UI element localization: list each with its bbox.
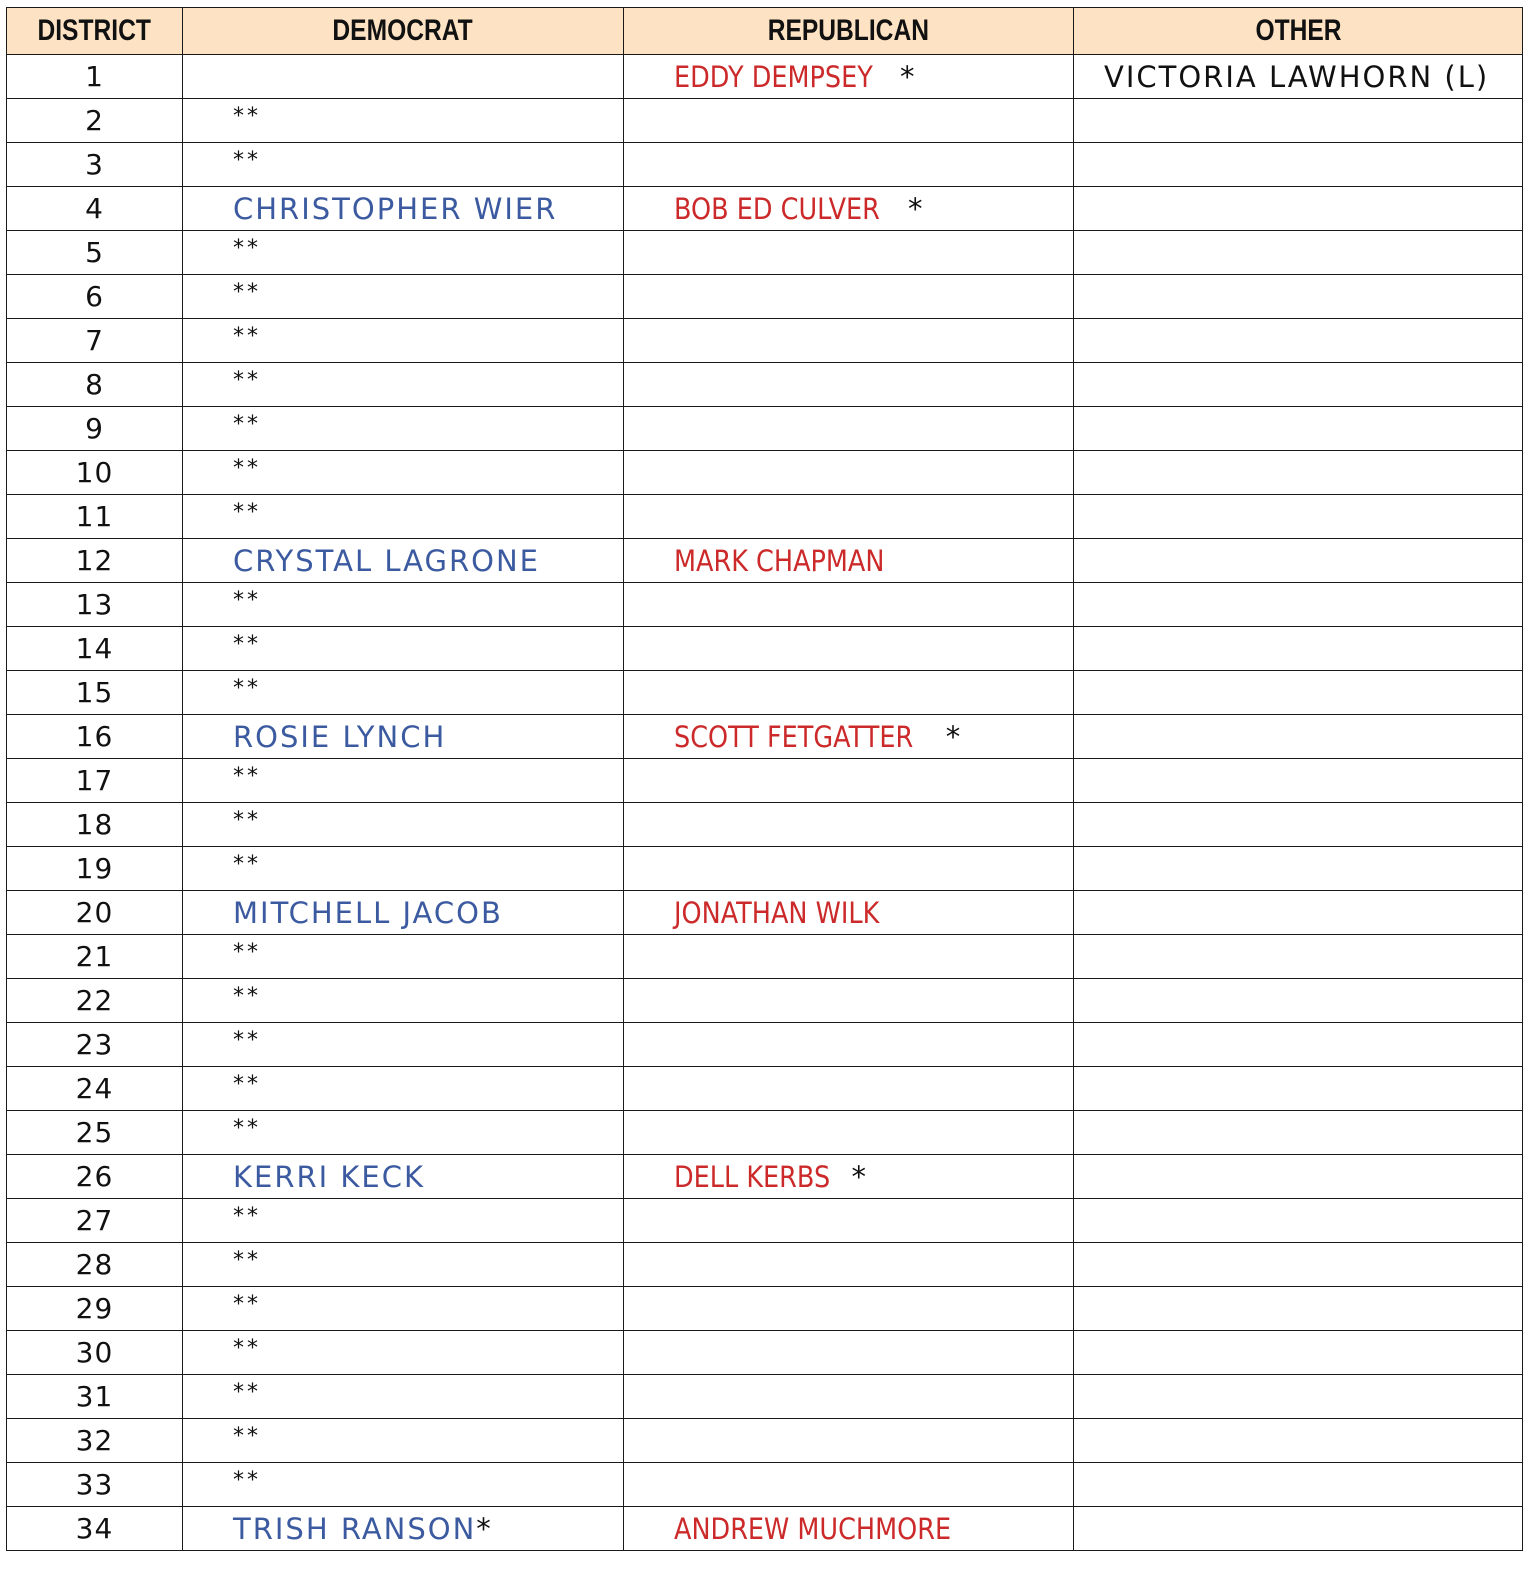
district-cell: 6 bbox=[7, 275, 183, 319]
table-row bbox=[7, 1419, 1523, 1463]
header-other: OTHER bbox=[1074, 8, 1523, 55]
democrat-name: CRYSTAL LAGRONE bbox=[233, 543, 540, 578]
table-row bbox=[7, 187, 1523, 231]
republican-cell bbox=[624, 275, 1074, 319]
other-cell bbox=[1074, 759, 1523, 803]
district-cell: 23 bbox=[7, 1023, 183, 1067]
table-row bbox=[7, 1199, 1523, 1243]
district-cell: 10 bbox=[7, 451, 183, 495]
democrat-name: CHRISTOPHER WIER bbox=[233, 191, 558, 226]
table-row bbox=[7, 1287, 1523, 1331]
table-row bbox=[7, 935, 1523, 979]
table-row bbox=[7, 671, 1523, 715]
republican-cell bbox=[624, 231, 1074, 275]
candidates-table bbox=[6, 7, 1523, 1551]
table-row bbox=[7, 319, 1523, 363]
other-cell bbox=[1074, 319, 1523, 363]
republican-name: SCOTT FETGATTER bbox=[674, 719, 914, 754]
democrat-cell bbox=[183, 363, 624, 407]
district-cell: 20 bbox=[7, 891, 183, 935]
other-cell bbox=[1074, 1155, 1523, 1199]
republican-cell bbox=[624, 187, 1074, 231]
republican-cell bbox=[624, 935, 1074, 979]
table-row bbox=[7, 275, 1523, 319]
democrat-cell bbox=[183, 803, 624, 847]
republican-cell bbox=[624, 539, 1074, 583]
democrat-mark: ** bbox=[233, 983, 261, 1009]
other-cell bbox=[1074, 671, 1523, 715]
republican-cell bbox=[624, 495, 1074, 539]
other-cell bbox=[1074, 847, 1523, 891]
republican-cell bbox=[624, 143, 1074, 187]
district-cell: 21 bbox=[7, 935, 183, 979]
republican-cell bbox=[624, 1067, 1074, 1111]
democrat-mark: ** bbox=[233, 499, 261, 525]
republican-cell bbox=[624, 847, 1074, 891]
district-cell: 33 bbox=[7, 1463, 183, 1507]
republican-cell bbox=[624, 671, 1074, 715]
democrat-cell bbox=[183, 539, 624, 583]
table-row bbox=[7, 803, 1523, 847]
district-cell: 13 bbox=[7, 583, 183, 627]
democrat-cell bbox=[183, 187, 624, 231]
democrat-cell bbox=[183, 715, 624, 759]
republican-name: EDDY DEMPSEY bbox=[674, 59, 873, 94]
republican-cell bbox=[624, 407, 1074, 451]
district-cell: 24 bbox=[7, 1067, 183, 1111]
table-row bbox=[7, 891, 1523, 935]
democrat-cell bbox=[183, 1375, 624, 1419]
district-cell: 29 bbox=[7, 1287, 183, 1331]
republican-cell bbox=[624, 1287, 1074, 1331]
table-row bbox=[7, 1067, 1523, 1111]
democrat-mark: ** bbox=[233, 279, 261, 305]
republican-cell bbox=[624, 319, 1074, 363]
table-row bbox=[7, 451, 1523, 495]
democrat-cell bbox=[183, 1067, 624, 1111]
other-cell: VICTORIA LAWHORN (L) bbox=[1074, 55, 1523, 99]
other-cell bbox=[1074, 1199, 1523, 1243]
district-cell: 34 bbox=[7, 1507, 183, 1551]
democrat-cell bbox=[183, 1463, 624, 1507]
democrat-name: MITCHELL JACOB bbox=[233, 895, 503, 930]
democrat-cell bbox=[183, 627, 624, 671]
democrat-cell bbox=[183, 319, 624, 363]
republican-cell bbox=[624, 1507, 1074, 1551]
democrat-cell bbox=[183, 891, 624, 935]
district-cell: 1 bbox=[7, 55, 183, 99]
democrat-mark: ** bbox=[233, 1203, 261, 1229]
table-row bbox=[7, 539, 1523, 583]
other-cell bbox=[1074, 363, 1523, 407]
district-cell: 3 bbox=[7, 143, 183, 187]
other-cell bbox=[1074, 979, 1523, 1023]
district-cell: 26 bbox=[7, 1155, 183, 1199]
republican-cell bbox=[624, 891, 1074, 935]
democrat-cell bbox=[183, 1155, 624, 1199]
republican-cell bbox=[624, 1463, 1074, 1507]
district-cell: 31 bbox=[7, 1375, 183, 1419]
republican-cell bbox=[624, 451, 1074, 495]
democrat-cell bbox=[183, 1243, 624, 1287]
democrat-mark: ** bbox=[233, 1335, 261, 1361]
table-row bbox=[7, 1243, 1523, 1287]
other-cell bbox=[1074, 1419, 1523, 1463]
other-cell bbox=[1074, 187, 1523, 231]
republican-cell bbox=[624, 1243, 1074, 1287]
other-cell bbox=[1074, 1067, 1523, 1111]
democrat-mark: ** bbox=[233, 323, 261, 349]
democrat-mark: ** bbox=[233, 763, 261, 789]
democrat-cell bbox=[183, 671, 624, 715]
table-row bbox=[7, 495, 1523, 539]
republican-name: JONATHAN WILK bbox=[674, 895, 880, 930]
democrat-name: TRISH RANSON bbox=[233, 1511, 477, 1546]
democrat-mark: ** bbox=[233, 411, 261, 437]
other-cell bbox=[1074, 407, 1523, 451]
republican-cell bbox=[624, 1111, 1074, 1155]
republican-cell bbox=[624, 1375, 1074, 1419]
democrat-mark: ** bbox=[233, 851, 261, 877]
democrat-cell bbox=[183, 55, 624, 99]
democrat-cell bbox=[183, 231, 624, 275]
democrat-cell bbox=[183, 979, 624, 1023]
district-cell: 4 bbox=[7, 187, 183, 231]
other-cell bbox=[1074, 1243, 1523, 1287]
table-row bbox=[7, 1463, 1523, 1507]
district-cell: 15 bbox=[7, 671, 183, 715]
democrat-mark: ** bbox=[233, 587, 261, 613]
other-cell bbox=[1074, 99, 1523, 143]
democrat-cell bbox=[183, 583, 624, 627]
district-cell: 8 bbox=[7, 363, 183, 407]
district-cell: 25 bbox=[7, 1111, 183, 1155]
table-row bbox=[7, 759, 1523, 803]
table-row bbox=[7, 55, 1523, 99]
republican-name: BOB ED CULVER bbox=[674, 191, 880, 226]
header-republican: REPUBLICAN bbox=[624, 8, 1074, 55]
table-row bbox=[7, 143, 1523, 187]
other-cell bbox=[1074, 1375, 1523, 1419]
other-cell bbox=[1074, 891, 1523, 935]
democrat-cell bbox=[183, 759, 624, 803]
republican-cell bbox=[624, 55, 1074, 99]
district-cell: 9 bbox=[7, 407, 183, 451]
democrat-mark: ** bbox=[233, 147, 261, 173]
democrat-cell bbox=[183, 451, 624, 495]
district-cell: 2 bbox=[7, 99, 183, 143]
democrat-mark: ** bbox=[233, 631, 261, 657]
republican-cell bbox=[624, 759, 1074, 803]
democrat-mark: ** bbox=[233, 367, 261, 393]
other-cell bbox=[1074, 803, 1523, 847]
table-row bbox=[7, 715, 1523, 759]
table-row bbox=[7, 1375, 1523, 1419]
table-row bbox=[7, 979, 1523, 1023]
district-cell: 17 bbox=[7, 759, 183, 803]
district-cell: 5 bbox=[7, 231, 183, 275]
democrat-name: ROSIE LYNCH bbox=[233, 719, 447, 754]
democrat-mark: ** bbox=[233, 1423, 261, 1449]
democrat-cell bbox=[183, 407, 624, 451]
democrat-cell bbox=[183, 1331, 624, 1375]
other-cell bbox=[1074, 451, 1523, 495]
democrat-cell bbox=[183, 275, 624, 319]
democrat-mark: ** bbox=[233, 103, 261, 129]
republican-name: ANDREW MUCHMORE bbox=[674, 1511, 952, 1546]
democrat-mark: ** bbox=[233, 455, 261, 481]
table-row bbox=[7, 583, 1523, 627]
table-row bbox=[7, 407, 1523, 451]
republican-mark: * bbox=[851, 1159, 866, 1194]
democrat-mark: ** bbox=[233, 1379, 261, 1405]
header-district: DISTRICT bbox=[7, 8, 183, 55]
democrat-cell bbox=[183, 143, 624, 187]
republican-cell bbox=[624, 1023, 1074, 1067]
republican-name: DELL KERBS bbox=[674, 1159, 831, 1194]
democrat-mark: * bbox=[476, 1511, 493, 1546]
table-row bbox=[7, 231, 1523, 275]
other-cell bbox=[1074, 1287, 1523, 1331]
democrat-cell bbox=[183, 935, 624, 979]
district-cell: 32 bbox=[7, 1419, 183, 1463]
other-cell bbox=[1074, 495, 1523, 539]
other-cell bbox=[1074, 935, 1523, 979]
table-row bbox=[7, 1507, 1523, 1551]
democrat-mark: ** bbox=[233, 1247, 261, 1273]
other-cell bbox=[1074, 1331, 1523, 1375]
democrat-cell bbox=[183, 1287, 624, 1331]
district-cell: 12 bbox=[7, 539, 183, 583]
table-row bbox=[7, 1023, 1523, 1067]
other-cell bbox=[1074, 1463, 1523, 1507]
democrat-mark: ** bbox=[233, 675, 261, 701]
table-row bbox=[7, 99, 1523, 143]
republican-cell bbox=[624, 715, 1074, 759]
democrat-cell bbox=[183, 847, 624, 891]
republican-cell bbox=[624, 627, 1074, 671]
republican-cell bbox=[624, 583, 1074, 627]
democrat-cell bbox=[183, 495, 624, 539]
democrat-cell bbox=[183, 1023, 624, 1067]
democrat-mark: ** bbox=[233, 1027, 261, 1053]
democrat-mark: ** bbox=[233, 1071, 261, 1097]
district-cell: 22 bbox=[7, 979, 183, 1023]
table-row bbox=[7, 1331, 1523, 1375]
table-row bbox=[7, 363, 1523, 407]
democrat-cell bbox=[183, 1419, 624, 1463]
district-cell: 11 bbox=[7, 495, 183, 539]
other-cell bbox=[1074, 143, 1523, 187]
democrat-name: KERRI KECK bbox=[233, 1159, 426, 1194]
other-cell bbox=[1074, 583, 1523, 627]
header-row bbox=[7, 8, 1523, 55]
district-cell: 18 bbox=[7, 803, 183, 847]
other-cell bbox=[1074, 1111, 1523, 1155]
republican-mark: * bbox=[907, 191, 923, 226]
democrat-cell bbox=[183, 1199, 624, 1243]
other-cell bbox=[1074, 1023, 1523, 1067]
table-row bbox=[7, 1155, 1523, 1199]
republican-cell bbox=[624, 363, 1074, 407]
district-cell: 7 bbox=[7, 319, 183, 363]
democrat-mark: ** bbox=[233, 1467, 261, 1493]
democrat-cell bbox=[183, 99, 624, 143]
district-cell: 28 bbox=[7, 1243, 183, 1287]
republican-cell bbox=[624, 1155, 1074, 1199]
republican-cell bbox=[624, 979, 1074, 1023]
republican-name: MARK CHAPMAN bbox=[674, 543, 885, 578]
democrat-mark: ** bbox=[233, 939, 261, 965]
democrat-cell bbox=[183, 1507, 624, 1551]
other-cell bbox=[1074, 1507, 1523, 1551]
democrat-mark: ** bbox=[233, 1115, 261, 1141]
republican-cell bbox=[624, 803, 1074, 847]
democrat-cell bbox=[183, 1111, 624, 1155]
table-row bbox=[7, 1111, 1523, 1155]
democrat-mark: ** bbox=[233, 1291, 261, 1317]
other-cell bbox=[1074, 627, 1523, 671]
democrat-mark: ** bbox=[233, 807, 261, 833]
table-row bbox=[7, 627, 1523, 671]
republican-cell bbox=[624, 99, 1074, 143]
district-cell: 19 bbox=[7, 847, 183, 891]
republican-cell bbox=[624, 1419, 1074, 1463]
other-cell bbox=[1074, 231, 1523, 275]
table-row bbox=[7, 847, 1523, 891]
democrat-mark: ** bbox=[233, 235, 261, 261]
republican-cell bbox=[624, 1199, 1074, 1243]
republican-cell bbox=[624, 1331, 1074, 1375]
header-democrat: DEMOCRAT bbox=[183, 8, 624, 55]
republican-mark: * bbox=[899, 59, 915, 94]
district-cell: 14 bbox=[7, 627, 183, 671]
other-cell bbox=[1074, 275, 1523, 319]
other-cell bbox=[1074, 715, 1523, 759]
other-cell bbox=[1074, 539, 1523, 583]
republican-mark: * bbox=[945, 719, 961, 754]
district-cell: 16 bbox=[7, 715, 183, 759]
district-cell: 27 bbox=[7, 1199, 183, 1243]
district-cell: 30 bbox=[7, 1331, 183, 1375]
